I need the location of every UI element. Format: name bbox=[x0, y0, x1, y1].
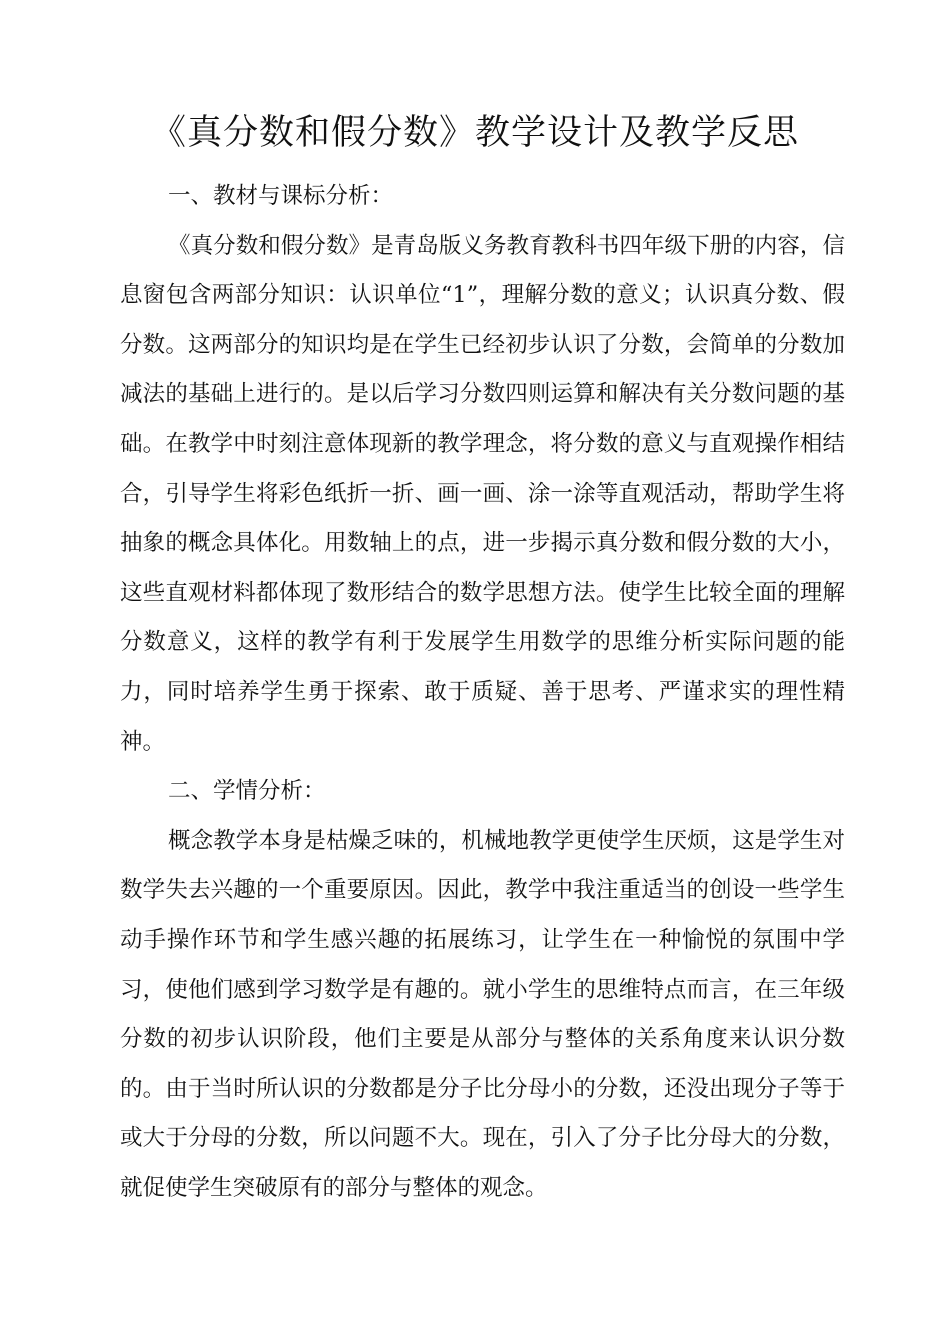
section-heading-textbook-analysis: 一、教材与课标分析： bbox=[168, 183, 394, 209]
document-body bbox=[120, 172, 845, 1213]
section-paragraph-textbook-analysis: 《真分数和假分数》是青岛版义务教育教科书四年级下册的内容，信息窗包含两部分知识：认识单位“1”，理解分数的意义；认识真分数、假分数。这两部分的知识均是在学生已经初步认识了分数，会简单的分数加减法的基础上进行的。是以后学习分数四则运算和解决有关分数问题的基础。在教学中时刻注意体现新的教学理念，将分数的意义与直观操作相结合，引导学生将彩色纸折一折、画一画、涂一涂等直观活动，帮助学生将抽象的概念具体化。用数轴上的点，进一步揭示真分数和假分数的大小，这些直观材料都体现了数形结合的数学思想方法。使学生比较全面的理解分数意义，这样的教学有利于发展学生用数学的思维分析实际问题的能力，同时培养学生勇于探索、敢于质疑、善于思考、严谨求实的理性精神。 bbox=[120, 232, 845, 755]
section-paragraph-student-analysis: 概念教学本身是枯燥乏味的，机械地教学更使学生厌烦，这是学生对数学失去兴趣的一个重要原因。因此，教学中我注重适当的创设一些学生动手操作环节和学生感兴趣的拓展练习，让学生在一种愉悦的氛围中学习，使他们感到学习数学是有趣的。就小学生的思维特点而言，在三年级分数的初步认识阶段，他们主要是从部分与整体的关系角度来认识分数的。由于当时所认识的分数都是分子比分母小的分数，还没出现分子等于或大于分母的分数，所以问题不大。现在，引入了分子比分母大的分数，就促使学生突破原有的部分与整体的观念。 bbox=[120, 827, 845, 1201]
section-heading-student-analysis: 二、学情分析： bbox=[168, 778, 326, 805]
document-title: 《真分数和假分数》教学设计及教学反思 bbox=[150, 113, 799, 153]
